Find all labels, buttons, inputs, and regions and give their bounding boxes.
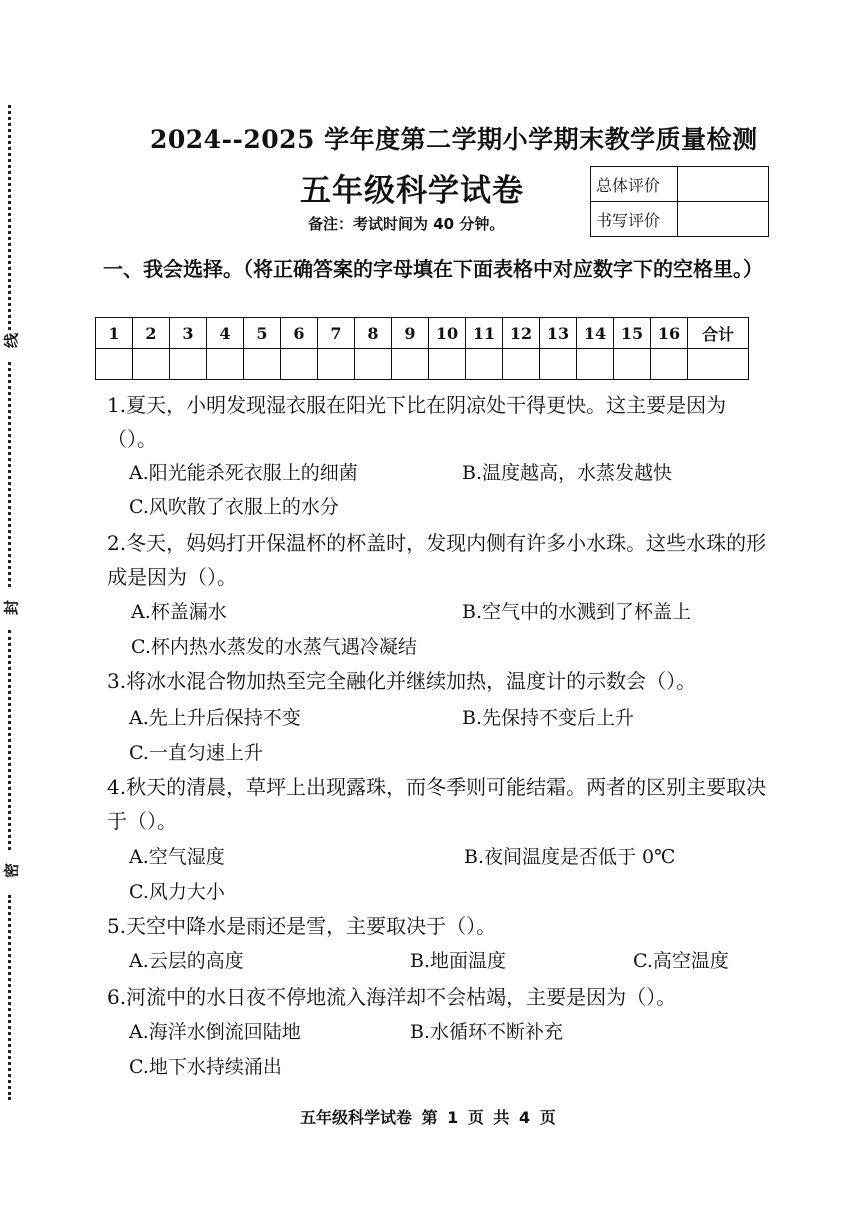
question-3-option-a: A.先上升后保持不变 (129, 707, 301, 729)
binding-dotted-line (8, 630, 11, 850)
question-3-stem: 3.将冰水混合物加热至完全融化并继续加热，温度计的示数会（）。 (107, 669, 697, 693)
answer-table-blank-row (96, 349, 749, 380)
answer-total-label: 合计 (688, 318, 749, 349)
question-2-option-c: C.杯内热水蒸发的水蒸气遇冷凝结 (131, 636, 417, 658)
answer-number: 3 (170, 318, 207, 349)
question-5-option-b: B.地面温度 (410, 950, 507, 972)
answer-number: 8 (355, 318, 392, 349)
question-5-stem: 5.天空中降水是雨还是雪，主要取决于（）。 (107, 914, 497, 938)
question-6-option-b: B.水循环不断补充 (410, 1021, 564, 1043)
question-1-option-a: A.阳光能杀死衣服上的细菌 (129, 462, 358, 484)
answer-table-header-row (96, 318, 749, 349)
answer-number: 6 (281, 318, 318, 349)
page-footer: 五年级科学试卷 第 1 页 共 4 页 (300, 1108, 556, 1127)
question-1-stem: 1.夏天，小明发现湿衣服在阳光下比在阴凉处干得更快。这主要是因为（）。 (107, 393, 727, 451)
answer-number: 10 (429, 318, 466, 349)
question-4-option-a: A.空气湿度 (129, 846, 225, 868)
writing-evaluation-box[interactable] (678, 202, 769, 237)
answer-number: 14 (577, 318, 614, 349)
answer-number: 7 (318, 318, 355, 349)
answer-number: 5 (244, 318, 281, 349)
question-6-option-c: C.地下水持续涌出 (129, 1056, 282, 1078)
answer-cell[interactable] (133, 349, 170, 380)
question-1-option-c: C.风吹散了衣服上的水分 (129, 496, 339, 518)
binding-label-mi: 密 (2, 863, 21, 879)
answer-cell[interactable] (244, 349, 281, 380)
answer-cell[interactable] (170, 349, 207, 380)
binding-label-xian: 线 (2, 333, 21, 349)
answer-number: 13 (540, 318, 577, 349)
question-3-option-c: C.一直匀速上升 (129, 742, 263, 764)
answer-cell[interactable] (392, 349, 429, 380)
question-5-option-c: C.高空温度 (633, 950, 729, 972)
question-6-option-a: A.海洋水倒流回陆地 (129, 1021, 301, 1043)
overall-evaluation-label: 总体评价 (591, 167, 678, 202)
binding-dotted-line (8, 895, 11, 1100)
exam-remark: 备注：考试时间为 40 分钟。 (308, 215, 505, 233)
answer-cell[interactable] (281, 349, 318, 380)
answer-cell[interactable] (429, 349, 466, 380)
question-5-option-a: A.云层的高度 (129, 950, 244, 972)
question-2-option-b: B.空气中的水溅到了杯盖上 (462, 601, 692, 623)
answer-cell[interactable] (207, 349, 244, 380)
answer-cell[interactable] (466, 349, 503, 380)
answer-cell[interactable] (577, 349, 614, 380)
answer-cell[interactable] (540, 349, 577, 380)
question-2-stem: 2.冬天，妈妈打开保温杯的杯盖时，发现内侧有许多小水珠。这些水珠的形成是因为（）。 (107, 531, 767, 589)
binding-label-feng: 封 (2, 600, 21, 616)
answer-total-cell[interactable] (688, 349, 749, 380)
binding-dotted-line (8, 362, 11, 587)
evaluation-table (590, 166, 769, 237)
answer-number: 1 (96, 318, 133, 349)
answer-number: 11 (466, 318, 503, 349)
answer-number: 12 (503, 318, 540, 349)
answer-number: 4 (207, 318, 244, 349)
answer-cell[interactable] (318, 349, 355, 380)
binding-dotted-line (8, 105, 11, 330)
answer-cell[interactable] (96, 349, 133, 380)
answer-cell[interactable] (651, 349, 688, 380)
question-6-stem: 6.河流中的水日夜不停地流入海洋却不会枯竭，主要是因为（）。 (107, 985, 677, 1009)
section-title: 一、我会选择。（将正确答案的字母填在下面表格中对应数字下的空格里。） (103, 257, 763, 281)
question-4-option-c: C.风力大小 (129, 881, 225, 903)
question-3-option-b: B.先保持不变后上升 (462, 707, 635, 729)
question-2-option-a: A.杯盖漏水 (131, 601, 227, 623)
answer-number: 16 (651, 318, 688, 349)
answer-number: 9 (392, 318, 429, 349)
answer-cell[interactable] (614, 349, 651, 380)
writing-evaluation-label: 书写评价 (591, 202, 678, 237)
exam-header-title: 2024--2025 学年度第二学期小学期末教学质量检测 (150, 125, 758, 154)
question-4-option-b: B.夜间温度是否低于 0℃ (464, 846, 676, 868)
answer-cell[interactable] (503, 349, 540, 380)
answer-cell[interactable] (355, 349, 392, 380)
answer-number: 15 (614, 318, 651, 349)
paper-title: 五年级科学试卷 (300, 173, 524, 209)
answer-number: 2 (133, 318, 170, 349)
question-1-option-b: B.温度越高，水蒸发越快 (462, 462, 673, 484)
overall-evaluation-box[interactable] (678, 167, 769, 202)
question-4-stem: 4.秋天的清晨，草坪上出现露珠，而冬季则可能结霜。两者的区别主要取决于（）。 (107, 775, 767, 833)
answer-table (95, 317, 749, 380)
